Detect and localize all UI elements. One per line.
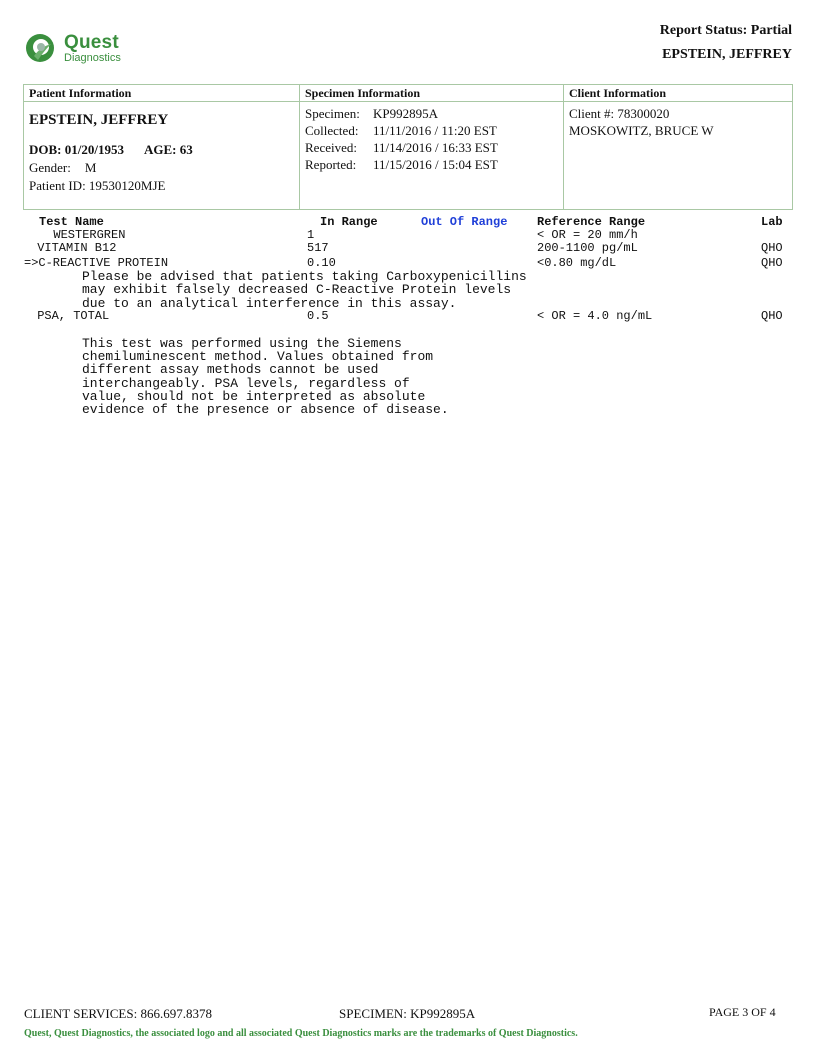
gender-label: Gender: [29, 160, 71, 175]
patient-dob-age [29, 142, 193, 158]
reference-range-value: < OR = 4.0 ng/mL [537, 309, 653, 323]
trademark-notice: Quest, Quest Diagnostics, the associated logo and all associated Quest Diagnostics marks are the trademarks of Quest Diagnostics. [24, 1028, 578, 1039]
logo-wordmark: Quest [64, 32, 119, 53]
client-number: Client #: 78300020 [569, 106, 670, 121]
client-info-section [564, 85, 792, 209]
test-name: =>C-REACTIVE PROTEIN [24, 256, 169, 270]
patient-id: Patient ID: 19530120MJE [29, 178, 166, 193]
in-range-value: 0.5 [307, 309, 329, 323]
report-status: Report Status: Partial [659, 23, 792, 38]
test-name: VITAMIN B12 [30, 241, 117, 255]
reference-range-value: < OR = 20 mm/h [537, 228, 638, 242]
collected-value: 11/11/2016 / 11:20 EST [373, 123, 497, 138]
received-value: 11/14/2016 / 16:33 EST [373, 140, 498, 155]
client-info-heading: Client Information [564, 85, 792, 102]
reported-row [305, 157, 498, 173]
comment-line: may exhibit falsely decreased C-Reactive Protein levels [82, 282, 512, 297]
lab-code: QHO [761, 309, 783, 323]
comment-line: This test was performed using the Siemens [82, 336, 402, 351]
quest-logo [24, 30, 164, 72]
ordering-physician: MOSKOWITZ, BRUCE W [569, 123, 714, 138]
received-label: Received: [305, 140, 357, 155]
reference-range-value: <0.80 mg/dL [537, 256, 617, 270]
patient-age: AGE: 63 [143, 142, 193, 157]
quest-logo-icon [24, 32, 58, 66]
specimen-label: Specimen: [305, 106, 360, 121]
received-row [305, 140, 498, 156]
logo-subtitle: Diagnostics [64, 52, 121, 64]
footer-specimen: SPECIMEN: KP992895A [339, 1006, 476, 1021]
in-range-value: 1 [307, 228, 315, 242]
specimen-value: KP992895A [373, 106, 439, 121]
patient-info-heading: Patient Information [24, 85, 299, 102]
col-out-of-range: Out Of Range [421, 215, 508, 229]
specimen-info-section [300, 85, 564, 209]
header-patient-name: EPSTEIN, JEFFREY [662, 47, 792, 62]
lab-code: QHO [761, 256, 783, 270]
comment-line: interchangeably. PSA levels, regardless of [82, 376, 410, 391]
page-number: PAGE 3 OF 4 [709, 1005, 776, 1019]
reference-range-value: 200-1100 pg/mL [537, 241, 638, 255]
test-name: WESTERGREN [39, 228, 126, 242]
patient-dob: DOB: 01/20/1953 [29, 142, 124, 157]
patient-gender [29, 160, 96, 176]
client-services: CLIENT SERVICES: 866.697.8378 [24, 1006, 212, 1021]
comment-line: evidence of the presence or absence of disease. [82, 402, 449, 417]
reported-value: 11/15/2016 / 15:04 EST [373, 157, 498, 172]
specimen-info-heading: Specimen Information [300, 85, 563, 102]
info-panel [23, 84, 793, 210]
specimen-row [305, 106, 438, 122]
col-reference-range: Reference Range [537, 215, 646, 229]
comment-line: Please be advised that patients taking Carboxypenicillins [82, 269, 527, 284]
collected-row [305, 123, 497, 139]
comment-line: chemiluminescent method. Values obtained from [82, 349, 434, 364]
comment-line: due to an analytical interference in this assay. [82, 296, 457, 311]
patient-info-section [24, 85, 300, 209]
comment-line: different assay methods cannot be used [82, 362, 379, 377]
lab-code: QHO [761, 241, 783, 255]
in-range-value: 517 [307, 241, 329, 255]
col-lab: Lab [761, 215, 783, 229]
patient-name: EPSTEIN, JEFFREY [29, 112, 169, 128]
reported-label: Reported: [305, 157, 357, 172]
collected-label: Collected: [305, 123, 359, 138]
in-range-value: 0.10 [307, 256, 336, 270]
test-name: PSA, TOTAL [30, 309, 110, 323]
col-in-range: In Range [320, 215, 378, 229]
col-test-name: Test Name [39, 215, 104, 229]
comment-line: value, should not be interpreted as absolute [82, 389, 426, 404]
gender-value: M [84, 160, 97, 175]
